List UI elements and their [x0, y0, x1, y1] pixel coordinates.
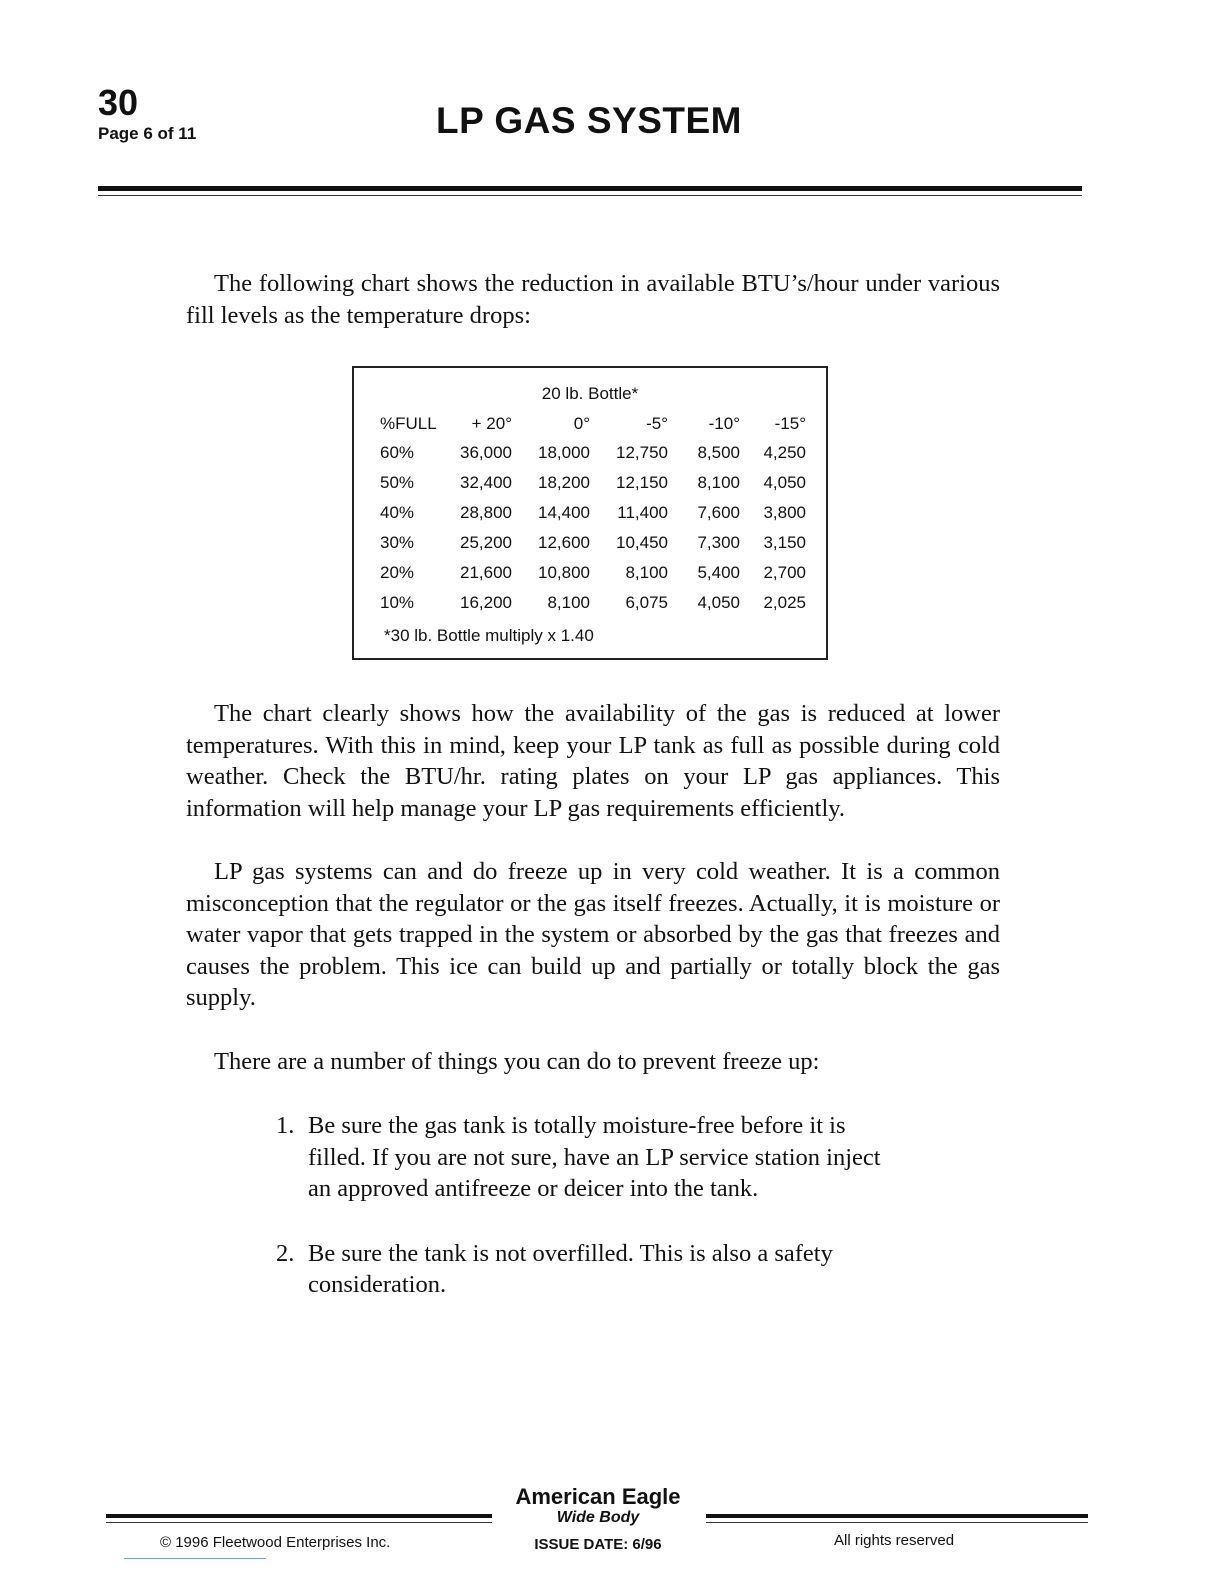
table-cell: 3,150	[763, 533, 806, 552]
table-cell: 8,100	[547, 593, 590, 612]
table-cell: 10%	[380, 593, 415, 612]
step-number: 1.	[276, 1112, 295, 1139]
step-text: Be sure the tank is not overfilled. This is also a safety consideration.	[308, 1239, 833, 1298]
btu-table	[380, 410, 806, 618]
chart-title: 20 lb. Bottle*	[541, 384, 639, 403]
paragraph-freeze: LP gas systems can and do freeze up in very cold weather. It is a common misconception that the regulator or the gas itself freezes. Actually, it is moisture or water vapor that gets trapped in the system or absorbed by the gas that freezes and causes the problem. This ice can build up and partially or totally block the gas supply.	[186, 858, 1000, 1011]
paragraph-prevent: There are a number of things you can do to prevent freeze up:	[214, 1048, 820, 1075]
paragraph-availability: The chart clearly shows how the availability of the gas is reduced at lower temperatures. With this in mind, keep your LP tank as full as possible during cold weather. Check the BTU/hr. rating plates on your LP gas appliances. This information will help manage your LP gas requirements efficiently.	[186, 700, 1000, 822]
step-number: 2.	[276, 1239, 295, 1267]
table-row	[380, 468, 806, 498]
footer-rule-right-thin	[706, 1522, 1088, 1523]
footer-issue-date: ISSUE DATE: 6/96	[534, 1536, 662, 1553]
table-row	[380, 588, 806, 618]
column-header: %FULL	[380, 414, 437, 433]
footer-rule-left-thin	[106, 1522, 492, 1523]
table-cell: 14,400	[538, 503, 590, 522]
footer-brand: American Eagle	[515, 1484, 681, 1509]
table-row	[380, 558, 806, 588]
table-cell: 10,450	[616, 533, 668, 552]
table-cell: 18,000	[538, 443, 590, 462]
column-header: + 20°	[471, 414, 512, 433]
table-cell: 7,300	[697, 533, 740, 552]
table-cell: 12,150	[616, 473, 668, 492]
column-header: 0°	[573, 414, 590, 433]
column-header: -5°	[646, 414, 668, 433]
footer-rule-left	[106, 1514, 492, 1518]
table-cell: 40%	[380, 503, 415, 522]
table-cell: 36,000	[460, 443, 512, 462]
table-cell: 50%	[380, 473, 415, 492]
step-text: Be sure the gas tank is totally moisture-free before it is filled. If you are not sure, have an LP service station inject an approved antifreeze or deicer into the tank.	[308, 1112, 881, 1202]
table-cell: 10,800	[538, 563, 590, 582]
table-cell: 4,050	[763, 473, 806, 492]
table-cell: 21,600	[460, 563, 512, 582]
table-cell: 18,200	[538, 473, 590, 492]
table-cell: 8,100	[697, 473, 740, 492]
table-cell: 7,600	[697, 503, 740, 522]
table-cell: 16,200	[460, 593, 512, 612]
table-cell: 11,400	[617, 503, 668, 522]
table-cell: 25,200	[460, 533, 512, 552]
table-row	[380, 498, 806, 528]
table-cell: 32,400	[460, 473, 512, 492]
page-title: LP GAS SYSTEM	[436, 100, 742, 141]
chart-footnote: *30 lb. Bottle multiply x 1.40	[384, 626, 594, 645]
header-rule	[98, 186, 1082, 191]
table-cell: 4,250	[763, 443, 806, 462]
header-rule-thin	[98, 195, 1082, 196]
column-header: -10°	[708, 414, 740, 433]
footer-rights: All rights reserved	[834, 1532, 955, 1549]
footer-model: Wide Body	[556, 1509, 640, 1526]
table-cell: 60%	[380, 443, 415, 462]
page-of-label: Page 6 of 11	[98, 124, 197, 143]
prevention-steps	[276, 1110, 896, 1301]
intro-paragraph: The following chart shows the reduction in available BTU’s/hour under various fill levels as the temperature drops:	[186, 270, 1000, 329]
column-header: -15°	[774, 414, 806, 433]
table-row	[380, 438, 806, 468]
footer-blue-line	[124, 1558, 266, 1559]
footer-rule-right	[706, 1514, 1088, 1518]
table-cell: 2,700	[763, 563, 806, 582]
table-cell: 12,600	[538, 533, 590, 552]
table-cell: 30%	[380, 533, 415, 552]
table-cell: 4,050	[697, 593, 740, 612]
table-cell: 5,400	[697, 563, 740, 582]
table-cell: 8,100	[625, 563, 668, 582]
table-cell: 28,800	[460, 503, 512, 522]
table-cell: 20%	[380, 563, 415, 582]
list-item	[276, 1238, 896, 1301]
table-cell: 2,025	[763, 593, 806, 612]
table-cell: 8,500	[697, 443, 740, 462]
table-row	[380, 528, 806, 558]
table-cell: 3,800	[763, 503, 806, 522]
footer-copyright: © 1996 Fleetwood Enterprises Inc.	[160, 1534, 391, 1551]
page-number: 30	[98, 82, 139, 123]
table-header-row	[380, 410, 806, 438]
table-cell: 6,075	[625, 593, 668, 612]
list-item	[276, 1110, 896, 1205]
table-cell: 12,750	[616, 443, 668, 462]
